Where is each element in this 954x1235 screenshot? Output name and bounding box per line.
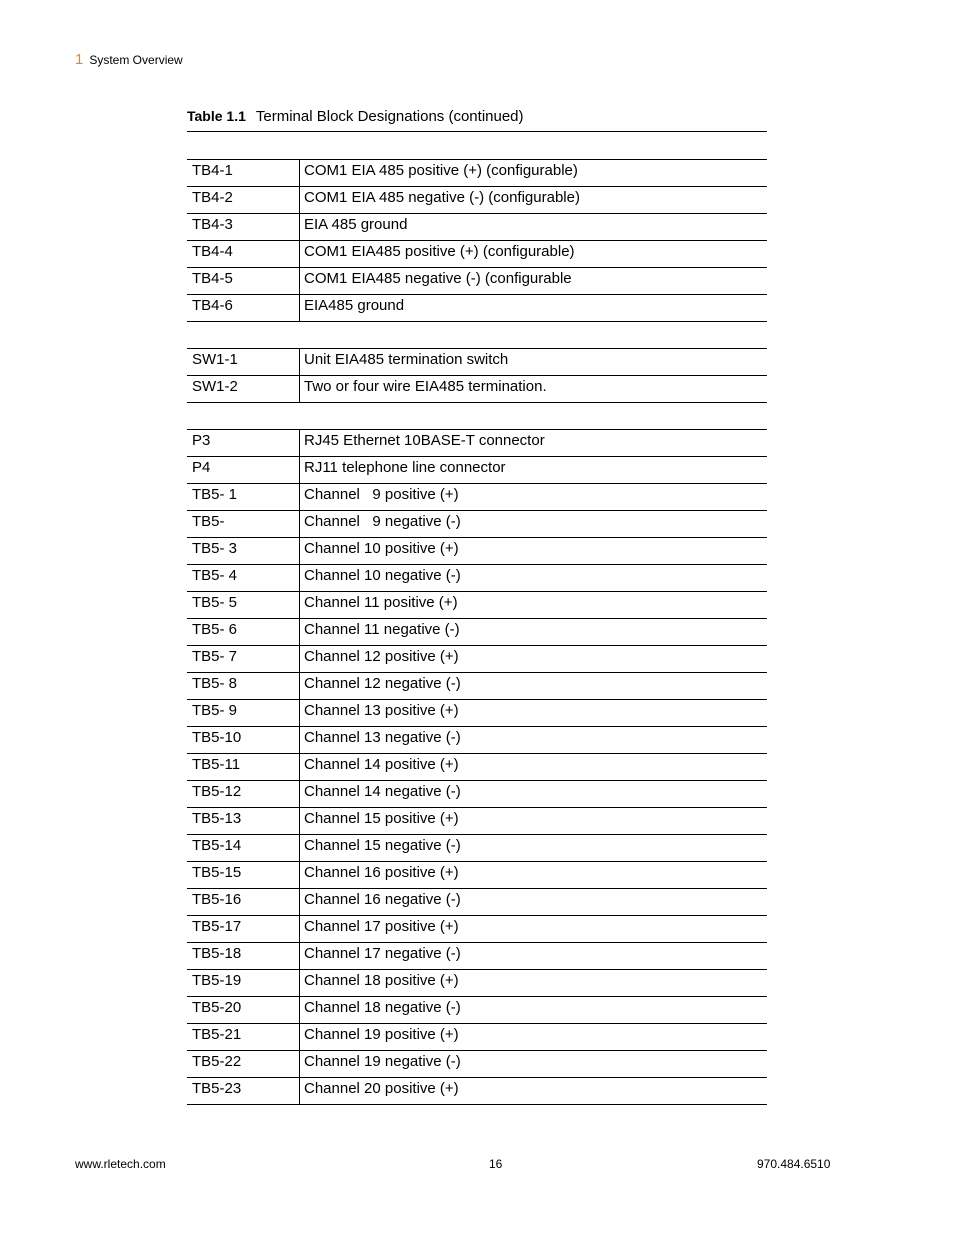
terminal-cell: TB5- 8 — [187, 673, 300, 699]
terminal-cell: TB5- 4 — [187, 565, 300, 591]
table-row — [187, 808, 767, 835]
terminal-cell: TB5- 7 — [187, 646, 300, 672]
footer-page-number: 16 — [489, 1157, 503, 1171]
table-row — [187, 673, 767, 700]
table-row — [187, 484, 767, 511]
chapter-number: 1 — [75, 51, 84, 68]
table-row — [187, 538, 767, 565]
description-cell: Channel 19 positive (+) — [304, 1026, 459, 1043]
terminal-cell: P3 — [187, 430, 300, 456]
table-row — [187, 187, 767, 214]
table-row — [187, 727, 767, 754]
terminal-cell: TB5- 9 — [187, 700, 300, 726]
table-caption — [187, 106, 767, 127]
terminal-cell: TB4-4 — [187, 241, 300, 267]
terminal-cell: TB4-2 — [187, 187, 300, 213]
description-cell: Channel 18 positive (+) — [304, 972, 459, 989]
caption-rule — [187, 131, 767, 132]
table-row — [187, 349, 767, 376]
table-row — [187, 295, 767, 322]
terminal-cell: TB5-17 — [187, 916, 300, 942]
terminal-cell: SW1-1 — [187, 349, 300, 375]
terminal-cell: TB5-22 — [187, 1051, 300, 1077]
footer-phone: 970.484.6510 — [757, 1157, 831, 1171]
description-cell: Channel 13 positive (+) — [304, 702, 459, 719]
table-row — [187, 241, 767, 268]
table-row — [187, 592, 767, 619]
description-cell: RJ11 telephone line connector — [304, 459, 506, 476]
terminal-cell: TB5- 5 — [187, 592, 300, 618]
terminal-cell: TB4-3 — [187, 214, 300, 240]
description-cell: Channel 16 positive (+) — [304, 864, 459, 881]
description-cell: Channel 11 positive (+) — [304, 594, 458, 611]
terminal-cell: TB5-18 — [187, 943, 300, 969]
terminal-cell: TB5-10 — [187, 727, 300, 753]
description-cell: COM1 EIA 485 negative (-) (configurable) — [304, 189, 580, 206]
table-row — [187, 376, 767, 403]
terminal-cell: TB5-14 — [187, 835, 300, 861]
terminal-cell: TB5-20 — [187, 997, 300, 1023]
table-row — [187, 997, 767, 1024]
table-group-tb5 — [187, 429, 767, 1105]
description-cell: Channel 11 negative (-) — [304, 621, 460, 638]
table-row — [187, 511, 767, 538]
description-cell: Channel 19 negative (-) — [304, 1053, 461, 1070]
table-row — [187, 916, 767, 943]
table-row — [187, 457, 767, 484]
table-row — [187, 754, 767, 781]
description-cell: Unit EIA485 termination switch — [304, 351, 509, 368]
description-cell: COM1 EIA485 positive (+) (configurable) — [304, 243, 575, 260]
description-cell: Channel 15 positive (+) — [304, 810, 459, 827]
table-row — [187, 700, 767, 727]
terminal-cell: TB5-21 — [187, 1024, 300, 1050]
table-label: Table 1.1 — [187, 108, 246, 124]
description-cell: Channel 15 negative (-) — [304, 837, 461, 854]
table-row — [187, 970, 767, 997]
table-row — [187, 619, 767, 646]
terminal-cell: TB5-12 — [187, 781, 300, 807]
description-cell: Channel 12 positive (+) — [304, 648, 459, 665]
description-cell: EIA 485 ground — [304, 216, 408, 233]
terminal-cell: TB5-19 — [187, 970, 300, 996]
description-cell: Channel 18 negative (-) — [304, 999, 461, 1016]
table-row — [187, 565, 767, 592]
terminal-cell: TB5-11 — [187, 754, 300, 780]
table-row — [187, 160, 767, 187]
chapter-title: System Overview — [89, 53, 183, 67]
running-header — [75, 50, 183, 70]
description-cell: Channel 9 positive (+) — [304, 486, 459, 503]
terminal-cell: TB4-6 — [187, 295, 300, 321]
table-row — [187, 430, 767, 457]
table-title: Terminal Block Designations (continued) — [255, 108, 524, 125]
description-cell: Channel 9 negative (-) — [304, 513, 461, 530]
table-row — [187, 835, 767, 862]
terminal-cell: TB5-16 — [187, 889, 300, 915]
footer-website: www.rletech.com — [75, 1157, 166, 1171]
terminal-cell: P4 — [187, 457, 300, 483]
description-cell: Channel 14 negative (-) — [304, 783, 461, 800]
terminal-cell: TB5- 3 — [187, 538, 300, 564]
description-cell: Channel 10 negative (-) — [304, 567, 461, 584]
terminal-cell: TB5- 6 — [187, 619, 300, 645]
table-row — [187, 268, 767, 295]
table-row — [187, 646, 767, 673]
terminal-cell: TB4-5 — [187, 268, 300, 294]
description-cell: RJ45 Ethernet 10BASE-T connector — [304, 432, 545, 449]
terminal-cell: TB5- 1 — [187, 484, 300, 510]
table-group-tb4 — [187, 159, 767, 322]
table-row — [187, 214, 767, 241]
description-cell: EIA485 ground — [304, 297, 405, 314]
terminal-cell: TB5-13 — [187, 808, 300, 834]
terminal-cell: TB5-23 — [187, 1078, 300, 1104]
description-cell: Two or four wire EIA485 termination. — [304, 378, 547, 395]
description-cell: Channel 12 negative (-) — [304, 675, 461, 692]
description-cell: Channel 13 negative (-) — [304, 729, 461, 746]
description-cell: COM1 EIA 485 positive (+) (configurable) — [304, 162, 578, 179]
description-cell: Channel 10 positive (+) — [304, 540, 459, 557]
table-row — [187, 943, 767, 970]
description-cell: Channel 20 positive (+) — [304, 1080, 459, 1097]
table-row — [187, 1024, 767, 1051]
terminal-cell: TB4-1 — [187, 160, 300, 186]
table-row — [187, 1078, 767, 1105]
table-group-sw1 — [187, 348, 767, 403]
description-cell: Channel 14 positive (+) — [304, 756, 459, 773]
description-cell: Channel 17 positive (+) — [304, 918, 459, 935]
terminal-cell: TB5-15 — [187, 862, 300, 888]
table-row — [187, 889, 767, 916]
description-cell: Channel 16 negative (-) — [304, 891, 461, 908]
table-row — [187, 1051, 767, 1078]
terminal-cell: SW1-2 — [187, 376, 300, 402]
description-cell: Channel 17 negative (-) — [304, 945, 461, 962]
table-row — [187, 781, 767, 808]
table-row — [187, 862, 767, 889]
terminal-cell: TB5- — [187, 511, 300, 537]
description-cell: COM1 EIA485 negative (-) (configurable — [304, 270, 572, 287]
